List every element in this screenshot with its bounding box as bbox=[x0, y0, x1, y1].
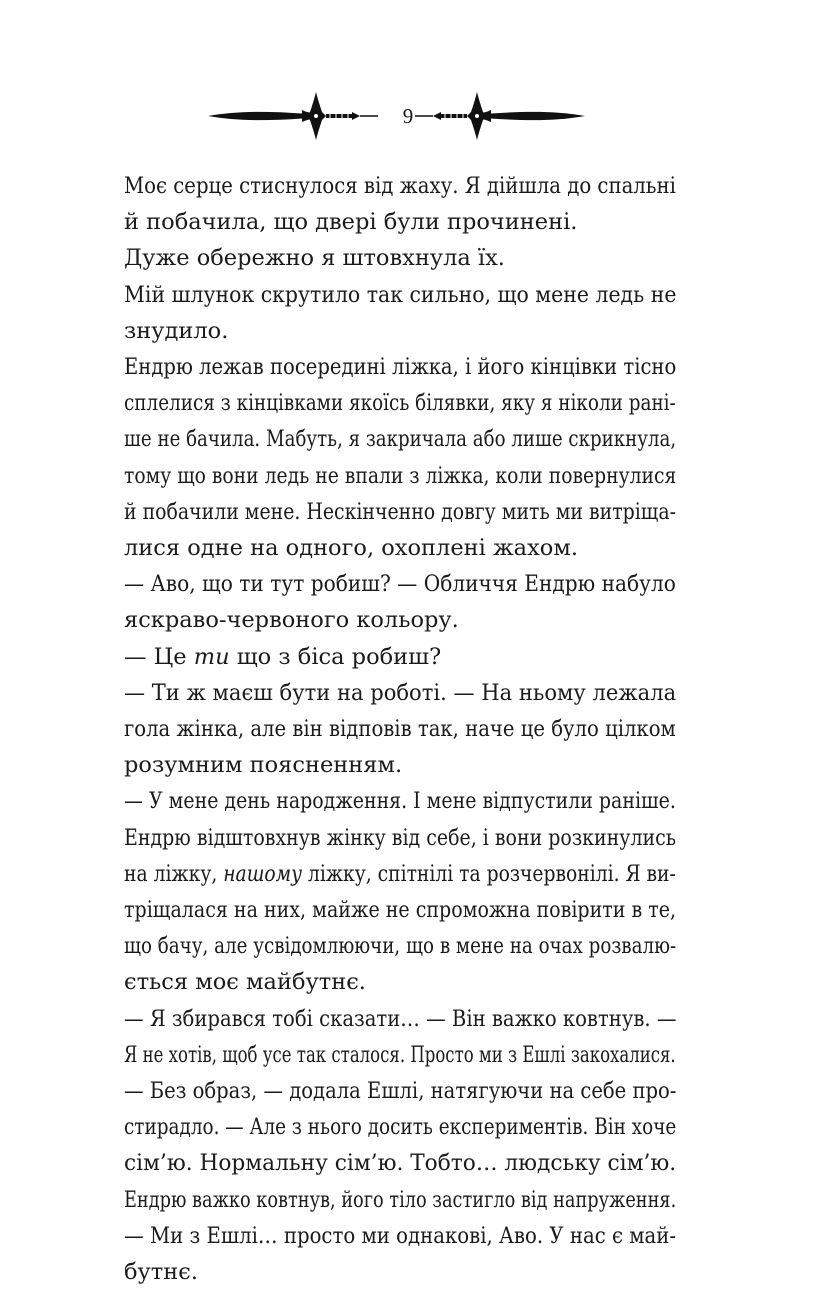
text-run: на ліжку, bbox=[124, 860, 224, 887]
text-line: — Аво, що ти тут робиш? — Обличчя Ендрю набуло bbox=[124, 571, 676, 598]
paragraph bbox=[124, 639, 676, 675]
text-line: лися одне на одного, охоплені жахом. bbox=[124, 535, 578, 562]
text-line: — У мене день народження. І мене відпустили раніше. bbox=[124, 788, 676, 815]
paragraph bbox=[124, 277, 676, 349]
emphasis: ти bbox=[193, 643, 230, 670]
text-line: — Без образ, — додала Ешлі, натягуючи на себе про- bbox=[124, 1078, 677, 1105]
text-line: й побачили мене. Нескінченно довгу мить ми витріща- bbox=[124, 498, 676, 525]
paragraph bbox=[124, 1182, 676, 1218]
text-line: Моє серце стиснулося від жаху. Я дійшла до спальні bbox=[124, 173, 676, 199]
text-line: сім’ю. Нормальну сім’ю. Тобто… людську сім’ю. bbox=[124, 1150, 677, 1177]
text-run: що з біса робиш? bbox=[229, 643, 442, 670]
text-line: й побачила, що двері були прочинені. bbox=[124, 209, 578, 236]
text-line: тріщалася на них, майже не спроможна повірити в те, bbox=[124, 897, 677, 924]
dagger-ornament-right-icon bbox=[412, 88, 587, 144]
paragraph bbox=[124, 820, 676, 1001]
text-line: Я не хотів, щоб усе так сталося. Просто ми з Ешлі закохалися. bbox=[124, 1041, 676, 1068]
text-line: тому що вони ледь не впали з ліжка, коли повернулися bbox=[124, 462, 677, 489]
text-line: — Ти ж маєш бути на роботі. — На ньому лежала bbox=[124, 679, 677, 706]
paragraph bbox=[124, 1001, 676, 1073]
text-line: — Ми з Ешлі… просто ми однакові, Аво. У нас є май- bbox=[124, 1222, 677, 1249]
text-line: ше не бачила. Мабуть, я закричала або лише скрикнула, bbox=[124, 426, 677, 453]
text-line: Мій шлунок скрутило так сильно, що мене ледь не bbox=[124, 281, 677, 308]
text-line: стирадло. — Але з нього досить експериментів. Він хоче bbox=[124, 1114, 677, 1141]
text-line: Ендрю відштовхнув жінку від себе, і вони розкинулись bbox=[124, 824, 677, 851]
paragraph bbox=[124, 566, 676, 638]
text-line: — Я збирався тобі сказати… — Він важко ковтнув. — bbox=[124, 1005, 677, 1032]
paragraph bbox=[124, 1073, 676, 1182]
emphasis: нашому bbox=[223, 860, 303, 887]
text-line: бутнє. bbox=[124, 1259, 198, 1286]
text-run: — Це bbox=[124, 643, 194, 670]
text-line: що бачу, але усвідомлюючи, що в мене на очах розвалю- bbox=[124, 933, 677, 960]
body-text bbox=[124, 168, 676, 1290]
paragraph bbox=[124, 240, 676, 276]
paragraph bbox=[124, 168, 676, 240]
text-line bbox=[124, 856, 676, 892]
paragraph bbox=[124, 1218, 676, 1290]
page-header bbox=[0, 88, 816, 144]
text-line bbox=[124, 639, 676, 675]
text-line: знудило. bbox=[124, 317, 229, 344]
text-line: розумним поясненням. bbox=[124, 752, 403, 779]
text-line: сплелися з кінцівками якоїсь білявки, яку я ніколи рані- bbox=[124, 390, 676, 417]
paragraph bbox=[124, 349, 676, 566]
text-line: ється моє майбутнє. bbox=[124, 969, 366, 996]
paragraph bbox=[124, 675, 676, 784]
text-line: Ендрю лежав посередині ліжка, і його кінцівки тісно bbox=[124, 354, 677, 381]
text-line: Ендрю важко ковтнув, його тіло застигло від напруження. bbox=[124, 1186, 677, 1213]
text-line: гола жінка, але він відповів так, наче це було цілком bbox=[124, 716, 676, 743]
text-line: яскраво-червоного кольору. bbox=[124, 607, 459, 634]
text-line: Дуже обережно я штовхнула їх. bbox=[124, 245, 505, 272]
text-run: ліжку, спітнілі та розчервонілі. Я ви- bbox=[302, 860, 676, 887]
page-number: 9 bbox=[402, 104, 414, 128]
paragraph bbox=[124, 783, 676, 819]
